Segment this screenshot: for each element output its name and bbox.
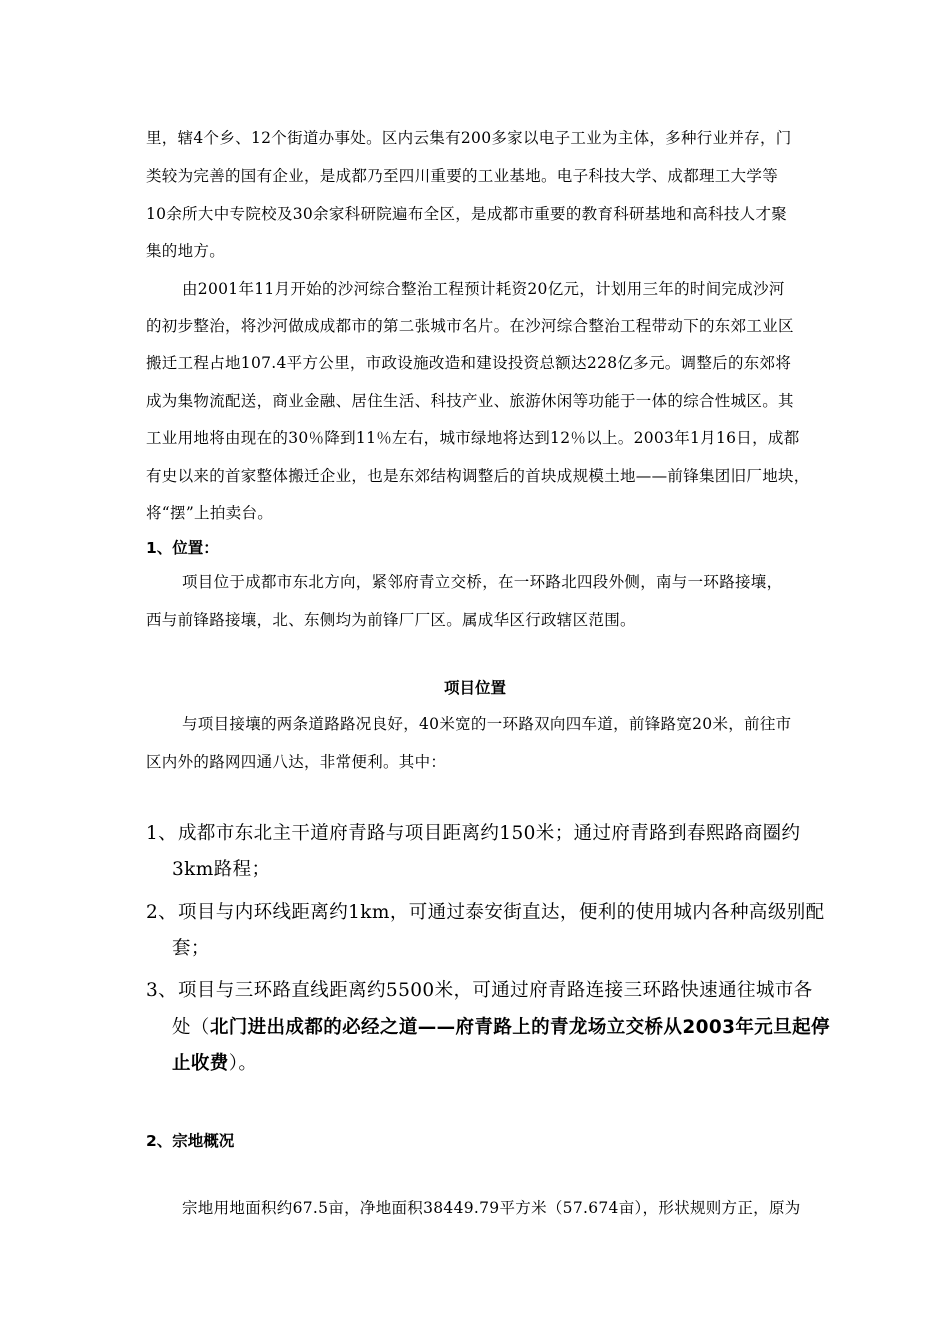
paragraph-line: 由2001年11月开始的沙河综合整治工程预计耗资20亿元，计划用三年的时间完成沙河 — [182, 280, 785, 298]
section-heading-site-overview: 2、宗地概况 — [146, 1132, 235, 1150]
list-item-text-prefix: 处（ — [172, 1017, 210, 1038]
paragraph-line: 宗地用地面积约67.5亩，净地面积38449.79平方米（57.674亩），形状规则方正，原为 — [182, 1199, 801, 1217]
list-item-text: 项目与三环路直线距离约5500米，可通过府青路连接三环路快速通往城市各 — [178, 980, 813, 1001]
paragraph-line: 的初步整治，将沙河做成成都市的第二张城市名片。在沙河综合整治工程带动下的东郊工业区 — [146, 317, 794, 335]
list-item-bold-text: 止收费 — [172, 1053, 229, 1074]
list-item-text: 套； — [172, 938, 210, 959]
paragraph-line: 成为集物流配送，商业金融、居住生活、科技产业、旅游休闲等功能于一体的综合性城区。其 — [146, 392, 794, 410]
paragraph-line: 区内外的路网四通八达，非常便利。其中： — [146, 753, 447, 771]
section-heading-location: 1、位置： — [146, 539, 219, 557]
paragraph-line: 里，辖4个乡、12个街道办事处。区内云集有200多家以电子工业为主体，多种行业并存，门 — [146, 129, 792, 147]
paragraph-line: 项目位于成都市东北方向，紧邻府青立交桥，在一环路北四段外侧，南与一环路接壤， — [182, 573, 783, 591]
list-item-text: 成都市东北主干道府青路与项目距离约150米；通过府青路到春熙路商圈约 — [178, 823, 801, 844]
paragraph-line: 搬迁工程占地107.4平方公里，市政设施改造和建设投资总额达228亿多元。调整后的东郊将 — [146, 354, 792, 372]
paragraph-line: 有史以来的首家整体搬迁企业，也是东郊结构调整后的首块成规模土地——前锋集团旧厂地块， — [146, 467, 810, 485]
paragraph-line: 工业用地将由现在的30％降到11％左右，城市绿地将达到12％以上。2003年1月16日，成都 — [146, 429, 800, 447]
list-item-text: 3km路程； — [172, 859, 271, 880]
list-item-text: 项目与内环线距离约1km，可通过泰安街直达，便利的使用城内各种高级别配 — [178, 902, 825, 923]
paragraph-line: 集的地方。 — [146, 242, 226, 260]
paragraph-line: 类较为完善的国有企业，是成都乃至四川重要的工业基地。电子科技大学、成都理工大学等 — [146, 167, 779, 185]
list-item-number: 1、 — [146, 823, 178, 844]
paragraph-line: 西与前锋路接壤，北、东侧均为前锋厂厂区。属成华区行政辖区范围。 — [146, 611, 636, 629]
list-item-text-suffix: ）。 — [228, 1053, 258, 1074]
list-item-text — [172, 1016, 830, 1040]
list-item-text — [172, 1052, 257, 1076]
list-item-number: 3、 — [146, 980, 178, 1001]
list-item-number: 2、 — [146, 902, 178, 923]
paragraph-line: 10余所大中专院校及30余家科研院遍布全区，是成都市重要的教育科研基地和高科技人才聚 — [146, 205, 788, 223]
paragraph-line: 与项目接壤的两条道路路况良好，40米宽的一环路双向四车道，前锋路宽20米，前往市 — [182, 715, 792, 733]
figure-caption-project-location: 项目位置 — [443, 679, 506, 697]
list-item-bold-text: 北门进出成都的必经之道——府青路上的青龙场立交桥从2003年元旦起停 — [209, 1017, 830, 1038]
paragraph-line: 将“摆”上拍卖台。 — [146, 504, 274, 522]
